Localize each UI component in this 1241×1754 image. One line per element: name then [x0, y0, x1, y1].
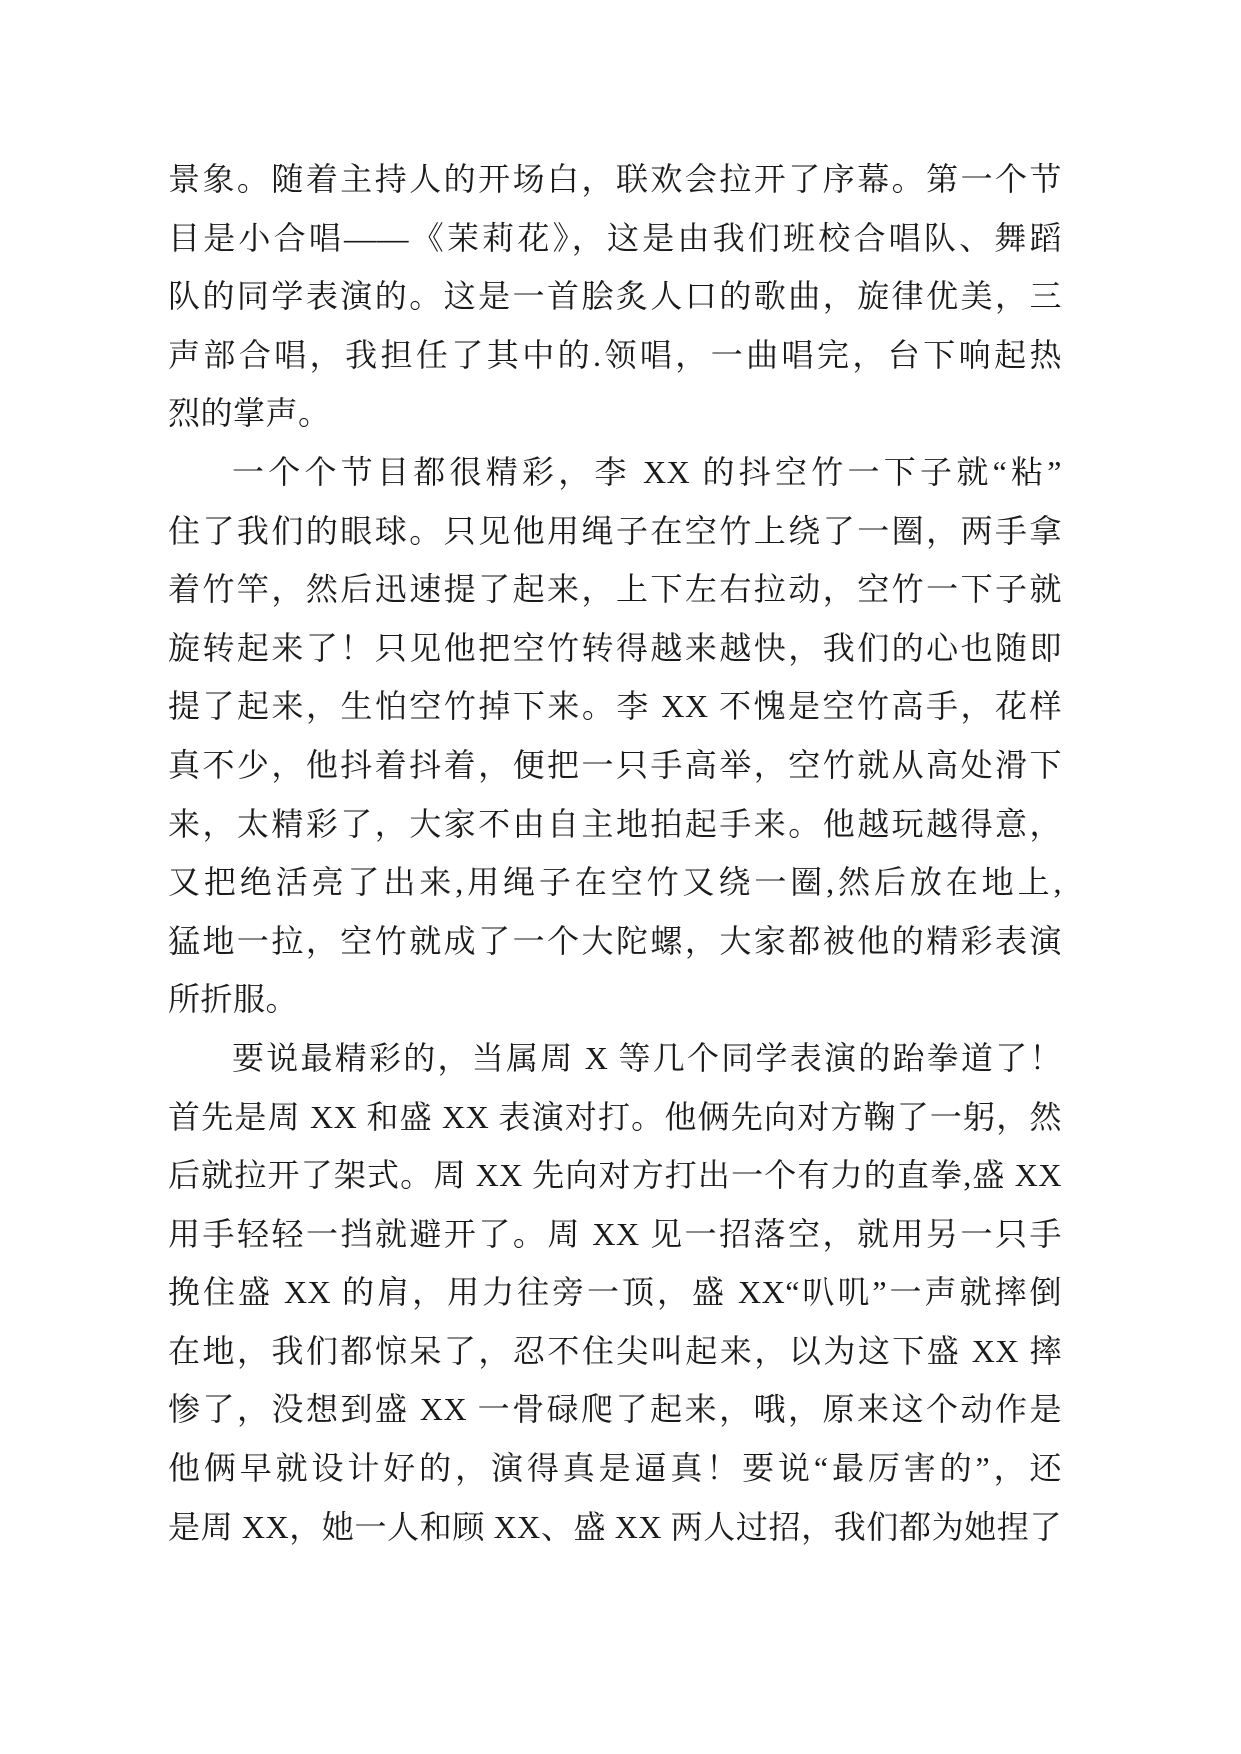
text-line: 他俩早就设计好的，演得真是逼真！要说“最厉害的”，还 [168, 1450, 1062, 1487]
text-line: 真不少，他抖着抖着，便把一只手高举，空竹就从高处滑下 [168, 746, 1062, 783]
text-line: 烈的掌声。 [168, 395, 331, 432]
text-line: 住了我们的眼球。只见他用绳子在空竹上绕了一圈，两手拿 [168, 512, 1062, 549]
text-line: 来，太精彩了，大家不由自主地拍起手来。他越玩越得意， [168, 805, 1062, 842]
text-line: 所折服。 [168, 981, 299, 1018]
text-line: 队的同学表演的。这是一首脍炙人口的歌曲，旋律优美，三 [168, 278, 1062, 315]
text-line: 后就拉开了架式。周 XX 先向对方打出一个有力的直拳,盛 XX [168, 1157, 1062, 1194]
text-line: 首先是周 XX 和盛 XX 表演对打。他俩先向对方鞠了一躬，然 [168, 1098, 1062, 1135]
text-line: 是周 XX，她一人和顾 XX、盛 XX 两人过招，我们都为她捏了 [168, 1508, 1062, 1545]
document-body [168, 150, 1062, 1556]
text-line: 着竹竿，然后迅速提了起来，上下左右拉动，空竹一下子就 [168, 571, 1062, 608]
text-line: 一个个节目都很精彩，李 XX 的抖空竹一下子就“粘” [232, 453, 1062, 490]
text-line: 提了起来，生怕空竹掉下来。李 XX 不愧是空竹高手，花样 [168, 688, 1062, 725]
text-line: 景象。随着主持人的开场白，联欢会拉开了序幕。第一个节 [168, 161, 1062, 197]
text-line: 目是小合唱——《茉莉花》，这是由我们班校合唱队、舞蹈 [168, 219, 1062, 256]
text-line: 旋转起来了！只见他把空竹转得越来越快，我们的心也随即 [168, 629, 1062, 666]
text-line: 要说最精彩的，当属周 X 等几个同学表演的跆拳道了！ [232, 1039, 1062, 1076]
text-line: 猛地一拉，空竹就成了一个大陀螺，大家都被他的精彩表演 [168, 922, 1062, 959]
text-line: 挽住盛 XX 的肩，用力往旁一顶，盛 XX“叭叽”一声就摔倒 [168, 1274, 1062, 1311]
text-line: 声部合唱，我担任了其中的.领唱，一曲唱完，台下响起热 [168, 336, 1062, 373]
text-line: 在地，我们都惊呆了，忍不住尖叫起来，以为这下盛 XX 摔 [168, 1332, 1062, 1369]
text-line: 又把绝活亮了出来,用绳子在空竹又绕一圈,然后放在地上, [168, 864, 1062, 901]
text-line: 惨了，没想到盛 XX 一骨碌爬了起来，哦，原来这个动作是 [168, 1391, 1062, 1428]
text-line: 用手轻轻一挡就避开了。周 XX 见一招落空，就用另一只手 [168, 1215, 1062, 1252]
